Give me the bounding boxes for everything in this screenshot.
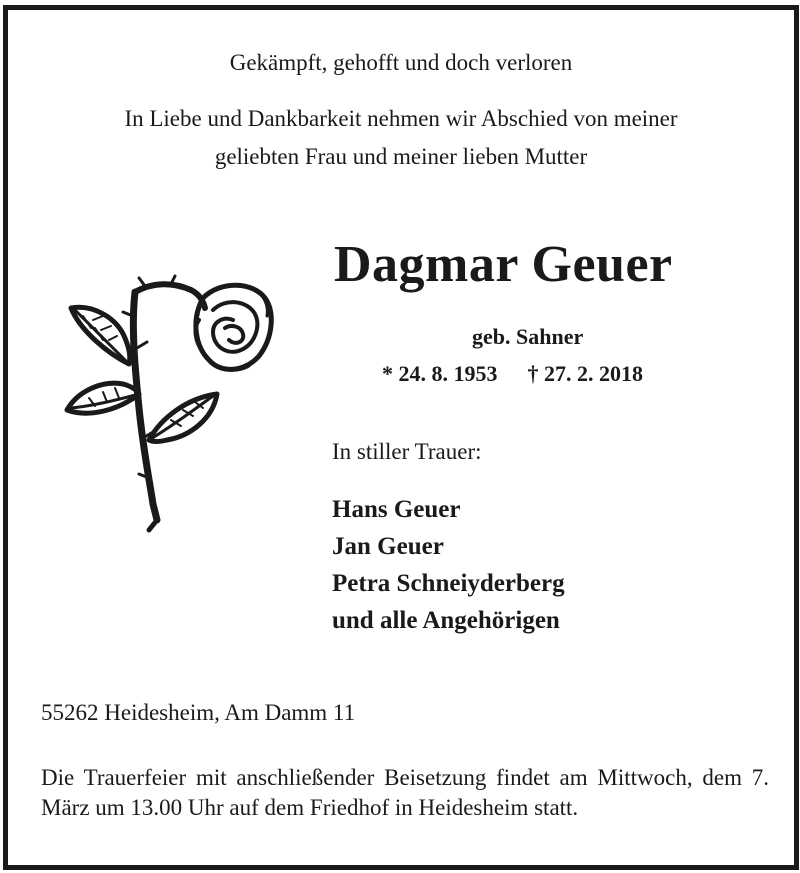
mourner: und alle Angehörigen xyxy=(332,607,560,634)
mourners-list xyxy=(332,491,565,639)
mourning-label: In stiller Trauer: xyxy=(332,439,482,464)
birth-date: * 24. 8. 1953 xyxy=(382,361,498,386)
rose-icon xyxy=(53,268,278,538)
maiden-name: geb. Sahner xyxy=(472,324,584,349)
mourner: Petra Schneiyderberg xyxy=(332,570,565,597)
motto: Gekämpft, gehofft und doch verloren xyxy=(229,50,573,75)
obituary-notice xyxy=(3,5,799,870)
deceased-name: Dagmar Geuer xyxy=(334,236,673,293)
address: 55262 Heidesheim, Am Damm 11 xyxy=(41,700,356,725)
intro-line-1: In Liebe und Dankbarkeit nehmen wir Abschied von meiner xyxy=(124,106,678,131)
intro-line-2: geliebten Frau und meiner lieben Mutter xyxy=(214,144,588,169)
life-dates xyxy=(382,361,643,387)
mourner: Jan Geuer xyxy=(332,533,444,560)
death-date: † 27. 2. 2018 xyxy=(527,361,643,386)
mourner: Hans Geuer xyxy=(332,496,461,523)
funeral-info: Die Trauerfeier mit anschließender Beisetzung findet am Mittwoch, dem 7. März um 13.00 Uhr auf dem Friedhof in Heidesheim statt. xyxy=(41,765,769,820)
